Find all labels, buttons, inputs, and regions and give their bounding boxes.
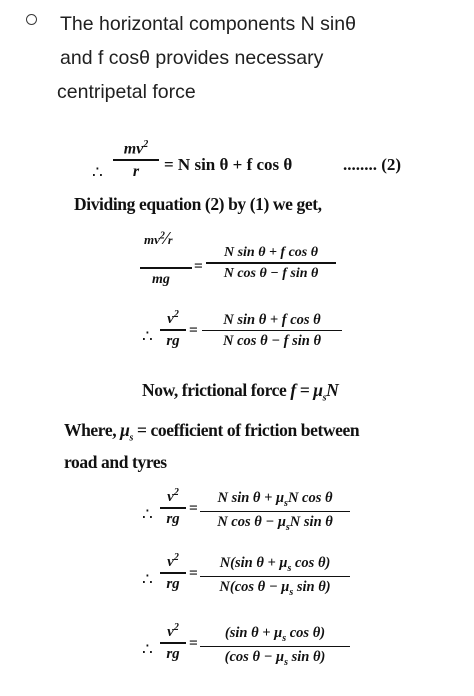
where-mu: μ — [120, 420, 130, 440]
where-rest: = coefficient of friction between — [133, 420, 360, 440]
eq2-fraction — [113, 140, 159, 180]
eq-b-rhs-fraction — [202, 313, 342, 349]
eq2-num: mv — [123, 140, 144, 158]
eq-e-lhs-sup: 2 — [173, 622, 179, 633]
eq-e-equals: = — [189, 635, 198, 652]
therefore-symbol: ∴ — [142, 327, 153, 347]
eq-e-rhs-den: (cos θ − μ — [224, 649, 285, 666]
eq-e-lhs-den: rg — [166, 645, 180, 662]
frictional-sub: s — [322, 392, 327, 404]
eq-b-rhs-den: N cos θ − f sin θ — [223, 333, 321, 349]
eq-c-lhs-den: rg — [166, 510, 180, 527]
bullet-circle-icon — [26, 14, 37, 25]
therefore-symbol: ∴ — [92, 163, 103, 183]
eq-d-rhs-den-sub: s — [289, 587, 294, 599]
eq-b-equals: = — [189, 322, 198, 339]
eq-a-inner-num: mv — [144, 232, 160, 247]
eq-e-rhs-den-tail: sin θ) — [287, 649, 326, 666]
eq-e-rhs-num-tail: cos θ) — [286, 625, 326, 641]
intro-line-3: centripetal force — [57, 81, 196, 103]
eq2-num-sup: 2 — [143, 139, 149, 150]
eq-d-equals: = — [189, 565, 198, 582]
eq2-tag: ........ (2) — [343, 155, 402, 174]
eq-e-rhs-num-sub: s — [282, 632, 287, 644]
eq-a-main-bar — [140, 267, 192, 269]
eq-c-rhs-den: N cos θ − μ — [217, 514, 286, 531]
eq-c-rhs-den-tail: N sin θ — [289, 514, 333, 531]
frictional-prefix: Now, frictional force — [142, 380, 291, 400]
eq-e-rhs-num: (sin θ + μ — [224, 625, 283, 641]
frictional-force-line — [142, 380, 338, 404]
where-line-2: road and tyres — [64, 452, 167, 472]
eq-a-inner-sup: 2 — [159, 230, 165, 242]
eq-d-lhs-fraction — [160, 553, 186, 592]
eq-e-rhs-den-sub: s — [284, 657, 288, 669]
where-sub: s — [129, 432, 134, 444]
eq-a-outer-den: mg — [152, 272, 170, 287]
eq2-den: r — [132, 162, 140, 180]
dividing-text: Dividing equation (2) by (1) we get, — [74, 194, 322, 214]
eq-d-rhs-fraction — [200, 556, 350, 598]
eq-b-lhs-sup: 2 — [173, 309, 179, 320]
eq-c-lhs-sup: 2 — [173, 487, 179, 498]
therefore-symbol: ∴ — [142, 570, 153, 590]
eq-d-rhs-num-sub: s — [287, 562, 292, 574]
eq-b-lhs-den: rg — [166, 332, 180, 349]
therefore-symbol: ∴ — [142, 640, 153, 660]
eq-a-rhs-fraction — [206, 246, 336, 281]
intro-paragraph — [57, 7, 460, 109]
eq2-rhs: = N sin θ + f cos θ — [164, 155, 293, 174]
where-line — [64, 420, 359, 444]
eq-e-rhs-fraction — [200, 626, 350, 668]
eq-e-lhs-fraction — [160, 623, 186, 662]
eq-c-rhs-fraction — [200, 491, 350, 533]
intro-line-2: and f cosθ provides necessary — [60, 47, 324, 69]
frictional-tail: N — [326, 380, 339, 400]
therefore-symbol: ∴ — [142, 505, 153, 525]
eq-d-rhs-den: N(cos θ − μ — [219, 579, 290, 596]
eq-d-lhs-sup: 2 — [173, 552, 179, 563]
eq-a-inner-den: r — [167, 233, 173, 247]
eq-b-lhs-fraction — [160, 310, 186, 349]
eq-d-rhs-den-tail: sin θ) — [293, 579, 331, 596]
eq-d-lhs-den: rg — [166, 575, 180, 592]
eq-d-rhs-num: N(sin θ + μ — [219, 555, 288, 571]
eq-d-rhs-num-tail: cos θ) — [291, 555, 331, 571]
eq-b-lhs-num: v — [167, 311, 174, 327]
eq-c-rhs-den-sub: s — [285, 522, 290, 534]
where-prefix: Where, — [64, 420, 121, 440]
eq-c-rhs-num-sub: s — [284, 497, 288, 509]
intro-line-1: The horizontal components N sinθ — [60, 13, 356, 35]
eq-d-lhs-num: v — [167, 554, 174, 570]
eq-c-rhs-num: N sin θ + μ — [217, 490, 285, 506]
eq-a-inner-fraction: $mv^2⁄r$ — [144, 228, 173, 248]
eq-c-lhs-num: v — [167, 489, 174, 505]
eq-b-rhs-num: N sin θ + f cos θ — [223, 312, 321, 328]
eq-e-lhs-num: v — [167, 624, 174, 640]
eq-c-rhs-num-tail: N cos θ — [287, 490, 333, 506]
eq-a-rhs-den: N cos θ − f sin θ — [223, 265, 319, 281]
eq-c-equals: = — [189, 500, 198, 517]
eq-c-lhs-fraction — [160, 488, 186, 527]
frictional-expr: f = μ — [290, 380, 323, 400]
eq-a-equals: = — [194, 258, 203, 275]
eq-a-rhs-num: N sin θ + f cos θ — [223, 245, 319, 260]
